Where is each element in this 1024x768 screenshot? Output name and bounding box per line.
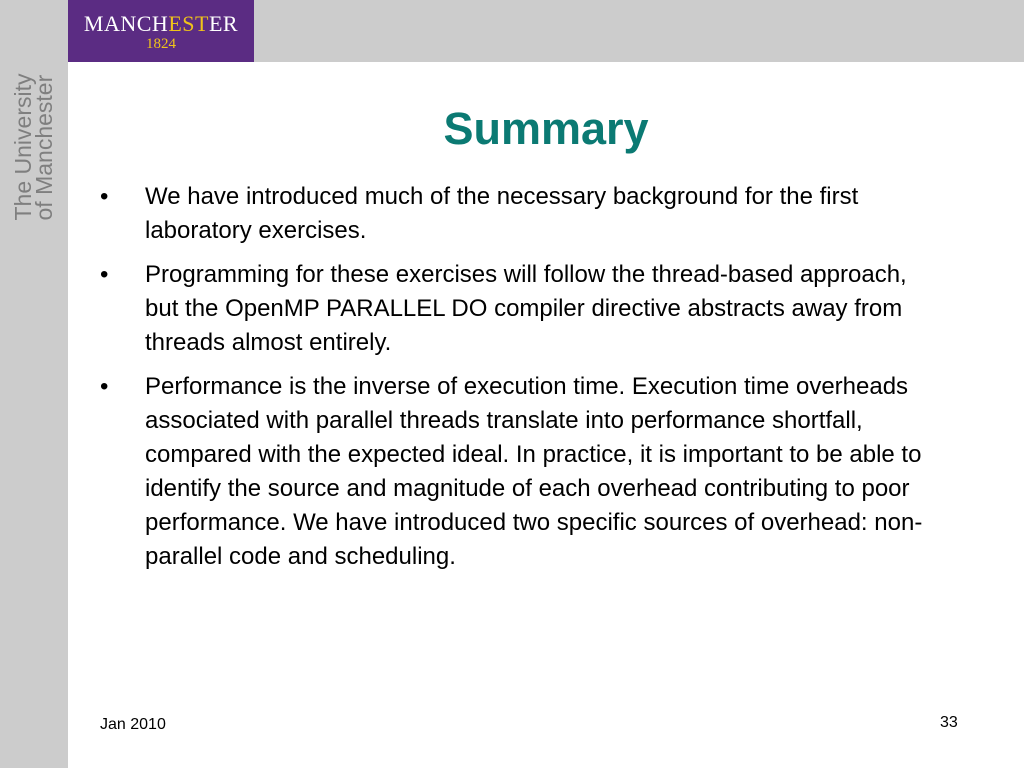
university-side-mark xyxy=(0,62,68,232)
logo-text-post: ER xyxy=(208,11,239,36)
logo-text-gold: EST xyxy=(168,11,209,36)
page-number: 33 xyxy=(940,714,958,731)
manchester-logo xyxy=(68,0,254,62)
bullet-list xyxy=(100,180,940,584)
bullet-text: Performance is the inverse of execution time. Execution time overheads associated with parallel threads translate into performance shortfall, compared with the expected ideal. In practice, it is important to be able to identify the source and magnitude of each overhead contributing to poor performance. We have introduced two specific sources of overhead: non-parallel code and scheduling. xyxy=(145,373,923,570)
side-mark-line-2: of Manchester xyxy=(31,74,57,221)
slide-title: Summary xyxy=(443,103,649,154)
side-mark-text xyxy=(10,73,57,221)
bullet-text: We have introduced much of the necessary background for the first laboratory exercises. xyxy=(145,183,859,244)
bullet-icon: • xyxy=(100,373,109,400)
side-mark-line-1: The University xyxy=(10,73,36,221)
bullet-item xyxy=(100,180,940,248)
logo-text-pre: MANCH xyxy=(83,11,169,36)
bullet-text: Programming for these exercises will follow the thread-based approach, but the OpenMP PARALLEL DO compiler directive abstracts away from threads almost entirely. xyxy=(145,261,907,356)
bullet-item xyxy=(100,370,940,574)
logo-year: 1824 xyxy=(146,36,176,52)
bullet-icon: • xyxy=(100,261,109,288)
bullet-item xyxy=(100,258,940,360)
footer-date: Jan 2010 xyxy=(100,716,166,733)
logo-wordmark xyxy=(84,12,238,36)
bullet-icon: • xyxy=(100,183,109,210)
